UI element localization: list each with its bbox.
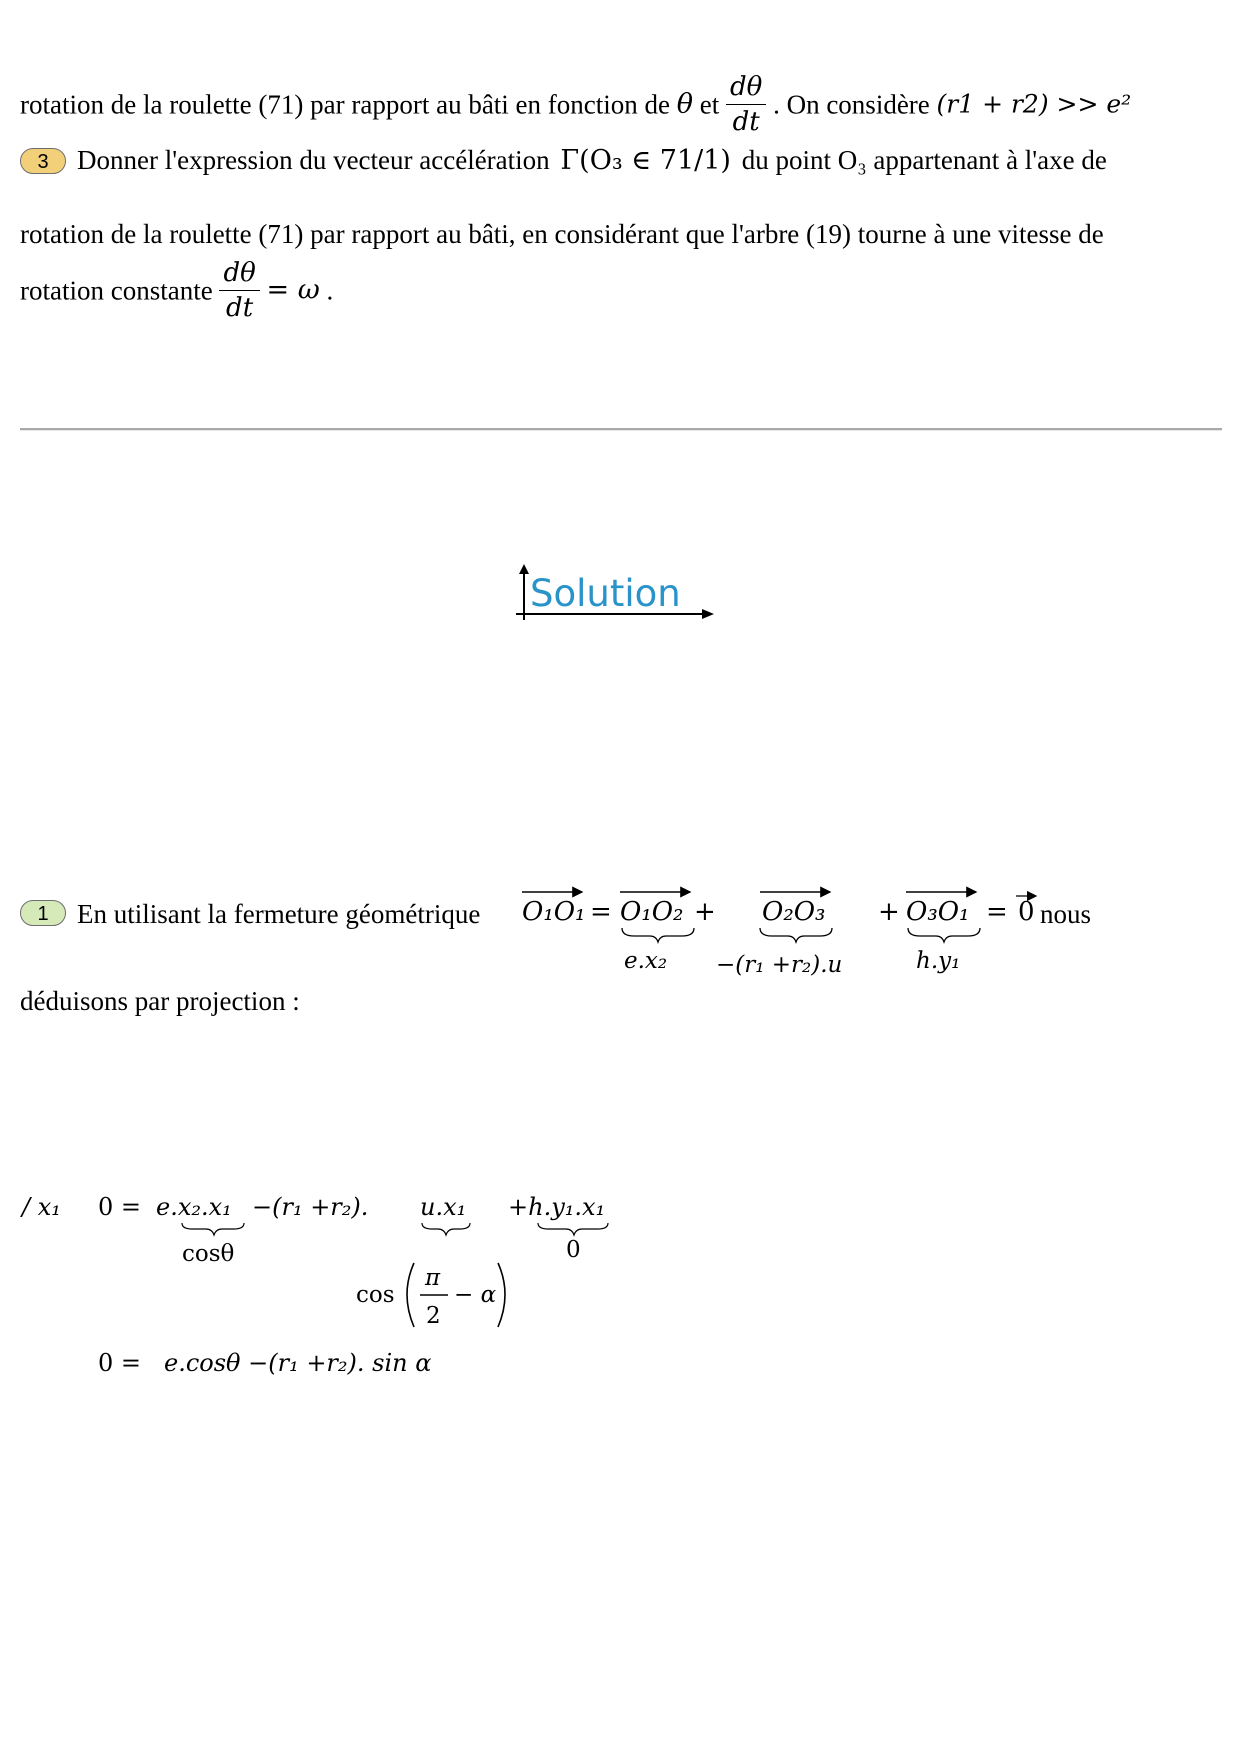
condition-formula: (r1 + r2) >> e²	[936, 89, 1132, 119]
minus-alpha: − α	[454, 1282, 497, 1308]
line1-lhs: 0 =	[98, 1193, 142, 1221]
closure-equation	[516, 880, 1056, 985]
solution-title: Solution	[530, 572, 681, 615]
badge-number: 3	[37, 151, 49, 173]
term-h-y1-x1: +h.y₁.x₁	[508, 1193, 606, 1221]
underbrace-cos-label: cos	[356, 1282, 395, 1308]
solution-logo	[510, 562, 720, 622]
term-e-x2-x1: e.x₂.x₁	[156, 1193, 232, 1221]
term-u-x1: u.x₁	[420, 1193, 467, 1221]
two-denominator: 2	[426, 1303, 441, 1329]
equals-sign-2: =	[986, 897, 1008, 927]
line2-lhs: 0 =	[98, 1349, 142, 1377]
q3-line3-text: rotation constante	[20, 275, 213, 306]
plus-sign-2: +	[878, 897, 900, 927]
line1	[20, 70, 1132, 137]
horizontal-divider	[20, 428, 1222, 431]
q3-line3	[20, 256, 333, 326]
projection-axis-label: / x₁	[22, 1193, 61, 1221]
q3-line1	[77, 144, 1107, 177]
vector-o1o2: O₁O₂	[620, 897, 684, 927]
theta-symbol: θ	[676, 88, 694, 120]
underbrace-e-x2: e.x₂	[624, 948, 668, 974]
vector-o2o3: O₂O₃	[762, 897, 826, 927]
line1-et: et	[699, 89, 720, 120]
q3-text-b: du point O₃ appartenant à l'axe de	[741, 145, 1107, 175]
equals-sign: =	[590, 897, 612, 927]
badge-number: 1	[37, 903, 49, 925]
dtheta-dt-fraction	[726, 70, 766, 139]
pi-numerator: π	[425, 1265, 441, 1291]
fraction-denominator: dt	[226, 293, 254, 323]
omega-equality: = ω	[266, 274, 320, 306]
period: .	[326, 275, 334, 306]
underbrace-costheta: cosθ	[182, 1241, 235, 1267]
step-number-badge	[20, 900, 66, 926]
fraction-numerator: dθ	[219, 256, 259, 291]
q3-line2: rotation de la roulette (71) par rapport au bâti, en considérant que l'arbre (19) tourne à une vitesse de	[20, 219, 1104, 249]
line1-text-b: . On considère	[773, 89, 930, 120]
gamma-formula: Γ(O₃ ∈ 71/1)	[560, 145, 731, 176]
underbrace-h-y1: h.y₁	[916, 948, 961, 974]
s1-text-a: En utilisant la fermeture géométrique	[77, 899, 481, 929]
term-r1-r2: −(r₁ +r₂).	[252, 1193, 369, 1221]
underbrace-zero: 0	[566, 1237, 581, 1263]
s1-text-b: nous	[1040, 899, 1092, 929]
dtheta-dt-fraction-2	[219, 256, 259, 325]
q3-text-a: Donner l'expression du vecteur accélération	[77, 145, 550, 175]
vector-o3o1: O₃O₁	[906, 897, 970, 927]
vector-o1o1: O₁O₁	[522, 897, 586, 927]
plus-sign: +	[694, 897, 716, 927]
fraction-numerator: dθ	[726, 70, 766, 105]
underbrace-r1-r2-u: −(r₁ +r₂).u	[716, 952, 843, 978]
fraction-denominator: dt	[732, 107, 760, 137]
projection-equations	[20, 1185, 720, 1405]
zero-vector: 0	[1018, 897, 1035, 927]
line1-text-a: rotation de la roulette (71) par rapport au bâti en fonction de	[20, 89, 671, 120]
line2-rhs: e.cosθ −(r₁ +r₂). sin α	[164, 1349, 432, 1377]
s1-line2: déduisons par projection :	[20, 986, 300, 1016]
question-number-badge	[20, 148, 66, 174]
